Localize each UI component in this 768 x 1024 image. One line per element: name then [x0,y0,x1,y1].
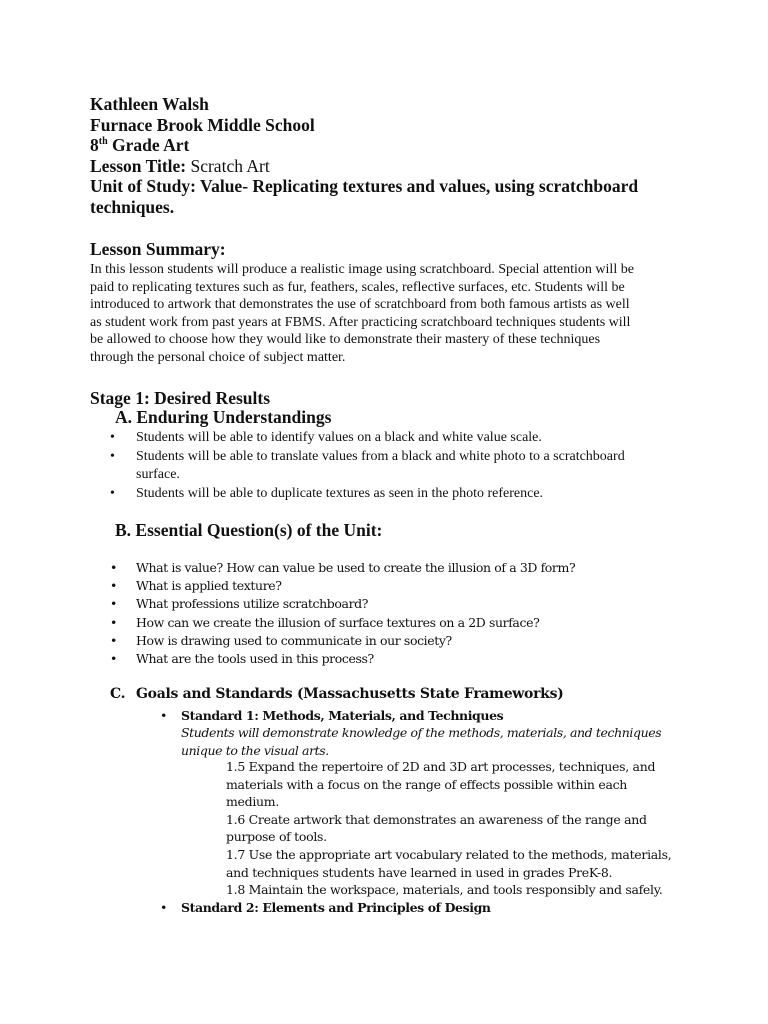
summary-line: as student work from past years at FBMS. After practicing scratchboard techniques students will [90,314,631,330]
essential-questions-heading: B. Essential Question(s) of the Unit: [115,520,383,540]
stage1-heading: Stage 1: Desired Results [90,388,271,408]
standard-item-line: 1.8 Maintain the workspace, materials, and tools responsibly and safely. [226,882,663,898]
list-item: • What professions utilize scratchboard? [110,595,575,613]
list-item: • What is applied texture? [110,577,575,595]
lesson-title-value: Scratch Art [186,155,270,176]
bullet-icon: • [110,651,117,667]
list-item: • What is value? How can value be used to create the illusion of a 3D form? [110,559,575,577]
standard-item-line: 1.7 Use the appropriate art vocabulary related to the methods, materials, [226,846,672,862]
summary-line: paid to replicating textures such as fur, feathers, scales, reflective surfaces, etc. Students will be [90,279,625,295]
grade-number: 8 [90,135,99,155]
bullet-icon: • [160,900,167,915]
summary-line: be allowed to choose how they would like to demonstrate their mastery of these techniques [90,332,601,347]
standard-1-items [226,758,696,899]
standard-2-title: Standard 2: Elements and Principles of Design [181,900,491,915]
summary-line: introduced to artwork that demonstrates the use of scratchboard from both famous artists as well [90,297,630,312]
bullet-icon: • [110,560,117,575]
list-item: • Students will be able to translate values from a black and white photo to a scratchboard [110,448,625,467]
standard-item-line: 1.5 Expand the repertoire of 2D and 3D art processes, techniques, and [226,759,656,774]
bullet-icon: • [110,448,115,464]
lesson-title-line [90,156,690,177]
unit-of-study-line-2: techniques. [90,196,175,217]
grade-suffix: th [98,136,108,148]
list-item-continuation: surface. [136,467,180,482]
standard-1-description: Students will demonstrate knowledge of the methods, materials, and techniques unique to the visual arts. [181,725,662,758]
lesson-summary-text [90,261,682,366]
lesson-summary-heading: Lesson Summary: [90,239,226,259]
grade-line [90,135,690,156]
bullet-icon: • [110,485,115,501]
standard-item-line: 1.6 Create artwork that demonstrates an awareness of the range and [226,811,647,827]
standard-item-line: purpose of tools. [226,829,327,845]
bullet-icon: • [110,578,117,594]
document-header [90,94,690,217]
enduring-understandings-list [110,429,625,503]
lesson-title-label: Lesson Title: [90,155,187,176]
standard-1-title: Standard 1: Methods, Materials, and Techniques [181,708,504,723]
unit-of-study-line-1: Unit of Study: Value- Replicating textures and values, using scratchboard [90,176,639,196]
standard-item-line: and techniques students have learned in used in grades PreK-8. [226,864,613,880]
standard-item-line: medium. [226,794,280,810]
standard-item-line: materials with a focus on the range of effects possible within each [226,776,628,792]
bullet-icon: • [110,614,117,630]
list-item: • Students will be able to identify values on a black and white value scale. [110,429,625,448]
bullet-icon: • [110,632,117,648]
bullet-icon: • [160,708,167,723]
list-item: • How is drawing used to communicate in our society? [110,632,575,650]
summary-line: through the personal choice of subject matter. [90,349,346,365]
list-item: • How can we create the illusion of surface textures on a 2D surface? [110,614,575,632]
essential-questions-list [110,559,575,668]
list-item: • Students will be able to duplicate textures as seen in the photo reference. [110,485,625,504]
author-name: Kathleen Walsh [90,94,209,114]
school-name: Furnace Brook Middle School [90,114,315,135]
section-letter: C. [110,686,126,702]
goals-standards-heading: C. Goals and Standards (Massachusetts State Frameworks) [110,686,564,702]
summary-line: In this lesson students will produce a realistic image using scratchboard. Special attention will be [90,262,634,277]
enduring-understandings-heading: A. Enduring Understandings [115,407,332,427]
list-item: • What are the tools used in this process? [110,650,575,668]
bullet-icon: • [110,430,115,445]
grade-rest: Grade Art [107,135,190,155]
bullet-icon: • [110,596,117,612]
